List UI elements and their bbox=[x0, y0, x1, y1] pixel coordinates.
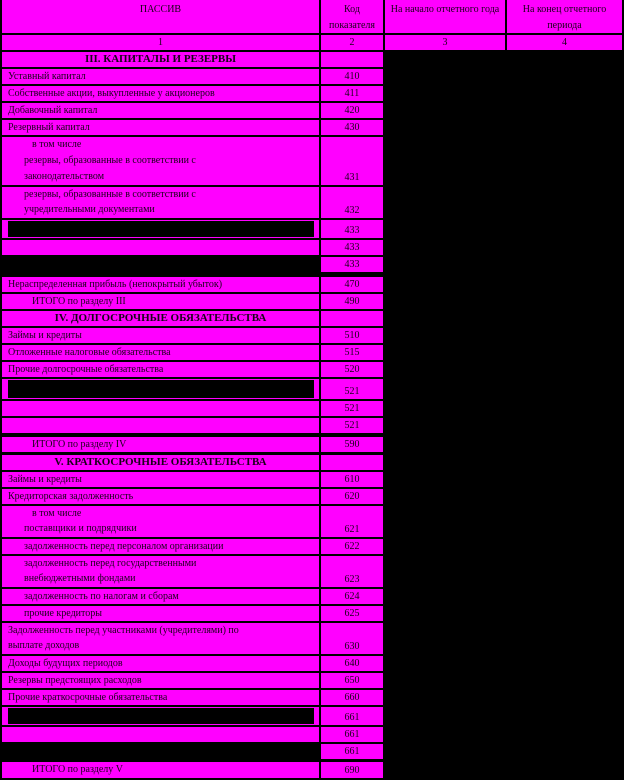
total-code-cell bbox=[321, 437, 383, 452]
row-code: 510 bbox=[344, 330, 360, 341]
row-label: Займы и кредиты bbox=[8, 474, 82, 485]
row-code: 650 bbox=[344, 675, 360, 686]
row-code: 623 bbox=[344, 574, 360, 585]
row-code-cell bbox=[321, 362, 383, 377]
header-begin: На начало отчетного года bbox=[390, 4, 500, 15]
row-label-cell bbox=[2, 277, 319, 292]
row-code-cell bbox=[321, 277, 383, 292]
row-code: 520 bbox=[344, 364, 360, 375]
row-code: 433 bbox=[344, 225, 360, 236]
header-begin-cell bbox=[385, 0, 505, 33]
row-label-cell bbox=[2, 727, 319, 742]
colnum-2-cell bbox=[321, 35, 383, 50]
row-label-cell bbox=[2, 137, 319, 185]
row-label-cell bbox=[2, 606, 319, 621]
row-code: 661 bbox=[344, 729, 360, 740]
row-label-line: внебюджетными фондами bbox=[24, 573, 136, 584]
row-code: 411 bbox=[344, 88, 360, 99]
row-code-cell bbox=[321, 103, 383, 118]
row-code: 625 bbox=[344, 608, 360, 619]
row-code: 610 bbox=[344, 474, 360, 485]
total-code: 690 bbox=[344, 765, 360, 776]
total-code-cell bbox=[321, 762, 383, 778]
section5-title-code-cell bbox=[321, 455, 383, 470]
row-label-cell bbox=[2, 362, 319, 377]
row-code-cell bbox=[321, 240, 383, 255]
redacted-bar bbox=[8, 708, 314, 724]
row-code-cell bbox=[321, 69, 383, 84]
row-label: Нераспределенная прибыль (непокрытый убыток) bbox=[8, 279, 223, 290]
row-code-cell bbox=[321, 120, 383, 135]
row-label: Доходы будущих периодов bbox=[8, 658, 123, 669]
row-label-line: учредительными документами bbox=[24, 204, 155, 215]
row-code-cell bbox=[321, 656, 383, 671]
total-label: ИТОГО по разделу III bbox=[32, 296, 126, 307]
row-code-cell bbox=[321, 137, 383, 185]
row-label-cell bbox=[2, 69, 319, 84]
row-code: 433 bbox=[344, 242, 360, 253]
row-label: Прочие долгосрочные обязательства bbox=[8, 364, 164, 375]
row-label: Кредиторская задолженность bbox=[8, 491, 134, 502]
row-code: 432 bbox=[344, 205, 360, 216]
section4-title-code-cell bbox=[321, 311, 383, 326]
row-code-cell bbox=[321, 401, 383, 416]
row-code: 661 bbox=[344, 746, 360, 757]
row-label-cell bbox=[2, 120, 319, 135]
total-code: 590 bbox=[344, 439, 360, 450]
row-label: Добавочный капитал bbox=[8, 105, 98, 116]
section3-title: III. КАПИТАЛЫ И РЕЗЕРВЫ bbox=[84, 53, 237, 65]
row-label-cell bbox=[2, 589, 319, 604]
row-label-cell bbox=[2, 539, 319, 554]
colnum-1: 1 bbox=[158, 37, 163, 48]
row-code: 640 bbox=[344, 658, 360, 669]
row-code: 430 bbox=[344, 122, 360, 133]
row-label: Резервы предстоящих расходов bbox=[8, 675, 142, 686]
total-label-cell bbox=[2, 294, 319, 309]
row-code-cell bbox=[321, 86, 383, 101]
row-code-cell bbox=[321, 727, 383, 742]
row-label-line: Задолженность перед участниками (учредителями) по bbox=[8, 625, 239, 636]
row-code: 470 bbox=[344, 279, 360, 290]
section5-title-cell bbox=[2, 455, 319, 470]
row-label: Резервный капитал bbox=[8, 122, 90, 133]
total-label-cell bbox=[2, 437, 319, 452]
header-passive: ПАССИВ bbox=[139, 4, 182, 15]
row-code-cell bbox=[321, 744, 383, 759]
row-code: 624 bbox=[344, 591, 360, 602]
colnum-2: 2 bbox=[349, 37, 355, 48]
row-label-cell bbox=[2, 379, 319, 399]
redacted-bar bbox=[8, 380, 314, 398]
row-label-cell bbox=[2, 240, 319, 255]
row-code-cell bbox=[321, 220, 383, 238]
row-code: 620 bbox=[344, 491, 360, 502]
row-code: 420 bbox=[344, 105, 360, 116]
row-label: прочие кредиторы bbox=[24, 608, 102, 619]
row-label-cell bbox=[2, 257, 319, 272]
row-code: 621 bbox=[344, 524, 360, 535]
row-code-cell bbox=[321, 506, 383, 537]
row-code-cell bbox=[321, 707, 383, 725]
row-label-cell bbox=[2, 187, 319, 218]
row-code: 433 bbox=[344, 259, 360, 270]
row-code-cell bbox=[321, 673, 383, 688]
row-label-cell bbox=[2, 707, 319, 725]
row-code-cell bbox=[321, 589, 383, 604]
row-code-cell bbox=[321, 187, 383, 218]
row-label: Уставный капитал bbox=[8, 71, 86, 82]
row-label: задолженность по налогам и сборам bbox=[24, 591, 179, 602]
row-label-line: резервы, образованные в соответствии с bbox=[24, 155, 196, 166]
row-code-cell bbox=[321, 257, 383, 272]
row-label-line: выплате доходов bbox=[8, 640, 80, 651]
row-code: 660 bbox=[344, 692, 360, 703]
row-code-cell bbox=[321, 345, 383, 360]
row-label: Собственные акции, выкупленные у акционеров bbox=[8, 88, 215, 99]
row-code: 661 bbox=[344, 712, 360, 723]
header-end: На конец отчетного периода bbox=[522, 4, 607, 31]
row-code: 521 bbox=[344, 386, 360, 397]
total-code: 490 bbox=[344, 296, 360, 307]
row-code: 521 bbox=[344, 403, 360, 414]
section3-title-cell bbox=[2, 52, 319, 67]
total-label-cell bbox=[2, 762, 319, 778]
row-label-cell bbox=[2, 506, 319, 537]
header-end-cell bbox=[507, 0, 622, 33]
total-label: ИТОГО по разделу V bbox=[32, 764, 123, 775]
row-label-cell bbox=[2, 690, 319, 705]
row-label: Займы и кредиты bbox=[8, 330, 82, 341]
row-label: Отложенные налоговые обязательства bbox=[8, 347, 171, 358]
row-code-cell bbox=[321, 418, 383, 433]
header-code-cell bbox=[321, 0, 383, 33]
row-label-cell bbox=[2, 401, 319, 416]
total-code-cell bbox=[321, 294, 383, 309]
row-code: 630 bbox=[344, 641, 360, 652]
row-label-cell bbox=[2, 556, 319, 587]
row-code: 410 bbox=[344, 71, 360, 82]
row-code-cell bbox=[321, 379, 383, 399]
row-label-line: законодательством bbox=[24, 171, 105, 182]
row-label-line: в том числе bbox=[32, 508, 82, 519]
row-label-line: резервы, образованные в соответствии с bbox=[24, 189, 196, 200]
row-code-cell bbox=[321, 690, 383, 705]
row-label-line: поставщики и подрядчики bbox=[24, 523, 137, 534]
row-code: 622 bbox=[344, 541, 360, 552]
row-label-cell bbox=[2, 86, 319, 101]
row-label-cell bbox=[2, 418, 319, 433]
redacted-bar bbox=[8, 221, 314, 237]
section5-title: V. КРАТКОСРОЧНЫЕ ОБЯЗАТЕЛЬСТВА bbox=[54, 456, 267, 468]
row-label-cell bbox=[2, 345, 319, 360]
row-label-cell bbox=[2, 220, 319, 238]
row-code: 521 bbox=[344, 420, 360, 431]
row-label-cell bbox=[2, 673, 319, 688]
row-label-cell bbox=[2, 472, 319, 487]
section4-title: IV. ДОЛГОСРОЧНЫЕ ОБЯЗАТЕЛЬСТВА bbox=[54, 312, 267, 324]
row-code-cell bbox=[321, 606, 383, 621]
colnum-4: 4 bbox=[562, 37, 567, 48]
colnum-3: 3 bbox=[442, 37, 448, 48]
row-label-line: в том числе bbox=[32, 139, 82, 150]
section4-title-cell bbox=[2, 311, 319, 326]
section3-title-code-cell bbox=[321, 52, 383, 67]
row-label-cell bbox=[2, 656, 319, 671]
row-code-cell bbox=[321, 328, 383, 343]
row-code-cell bbox=[321, 539, 383, 554]
row-label-cell bbox=[2, 623, 319, 654]
row-code-cell bbox=[321, 556, 383, 587]
colnum-1-cell bbox=[2, 35, 319, 50]
row-label-cell bbox=[2, 744, 319, 759]
row-code-cell bbox=[321, 472, 383, 487]
colnum-3-cell bbox=[385, 35, 505, 50]
row-code: 431 bbox=[344, 172, 360, 183]
row-code-cell bbox=[321, 489, 383, 504]
colnum-4-cell bbox=[507, 35, 622, 50]
row-label-cell bbox=[2, 489, 319, 504]
row-code: 515 bbox=[344, 347, 360, 358]
row-label: задолженность перед персоналом организации bbox=[24, 541, 224, 552]
row-label-line: задолженность перед государственными bbox=[24, 558, 197, 569]
row-label-cell bbox=[2, 328, 319, 343]
header-code: Код показателя bbox=[328, 4, 376, 31]
row-label-cell bbox=[2, 103, 319, 118]
header-passive-cell bbox=[2, 0, 319, 33]
total-label: ИТОГО по разделу IV bbox=[32, 439, 127, 450]
row-label: Прочие краткосрочные обязательства bbox=[8, 692, 168, 703]
row-code-cell bbox=[321, 623, 383, 654]
